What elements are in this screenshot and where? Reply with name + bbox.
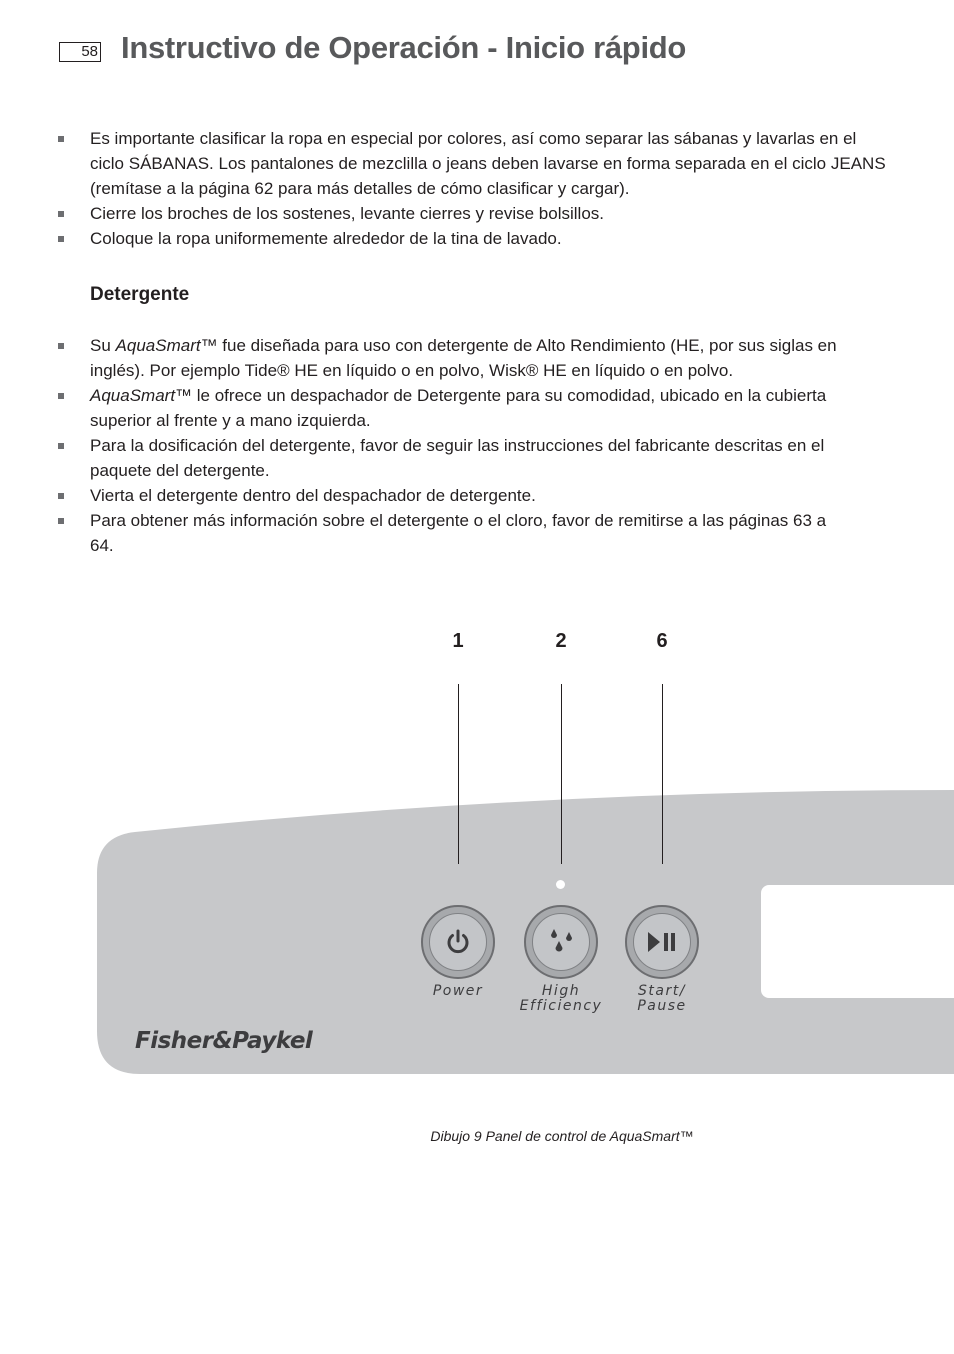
high-efficiency-label: High Efficiency xyxy=(519,983,603,1014)
callout-number: 6 xyxy=(656,630,668,652)
figure-caption: Dibujo 9 Panel de control de AquaSmart™ xyxy=(430,1128,694,1144)
callout-leader-line xyxy=(458,684,459,864)
list-item: Coloque la ropa uniformemente alrededor de la tina de lavado. xyxy=(0,226,890,251)
callout-leader-line xyxy=(561,684,562,864)
power-icon xyxy=(443,927,473,957)
start-pause-label: Start/ Pause xyxy=(637,983,687,1014)
water-drops-icon xyxy=(545,926,577,958)
callout-number: 1 xyxy=(452,630,464,652)
callout-leader-line xyxy=(662,684,663,864)
brand-name: AquaSmart™ xyxy=(115,336,218,355)
brand-name: AquaSmart™ xyxy=(90,386,193,405)
power-button[interactable] xyxy=(421,905,495,979)
fisher-paykel-logo: Fisher&Paykel xyxy=(135,1028,313,1054)
bullet-square-icon xyxy=(58,518,64,524)
list-item: Es importante clasificar la ropa en especial por colores, así como separar las sábanas y lavarlas en el ciclo SÁBANAS. Los pantalones de mezclilla o jeans deben lavarse en forma separada en el ciclo JEANS (remítase a la página 62 para más detalles de cómo clasificar y cargar). xyxy=(0,126,890,201)
bullet-square-icon xyxy=(58,393,64,399)
list-item: AquaSmart™ le ofrece un despachador de Detergente para su comodidad, ubicado en la cubierta superior al frente y a mano izquierda. xyxy=(0,383,890,433)
bullet-square-icon xyxy=(58,443,64,449)
detergent-heading: Detergente xyxy=(90,284,190,305)
bullet-square-icon xyxy=(58,211,64,217)
power-label: Power xyxy=(432,983,484,999)
list-item: Vierta el detergente dentro del despachador de detergente. xyxy=(0,483,890,508)
list-item: Para obtener más información sobre el detergente o el cloro, favor de remitirse a las páginas 63 a 64. xyxy=(0,508,890,558)
detergent-list xyxy=(0,333,890,558)
bullet-square-icon xyxy=(58,236,64,242)
start-pause-button[interactable] xyxy=(625,905,699,979)
page-title: Instructivo de Operación - Inicio rápido xyxy=(121,30,687,65)
high-efficiency-button[interactable] xyxy=(524,905,598,979)
page-number: 58 xyxy=(59,42,101,62)
callout-number: 2 xyxy=(555,630,567,652)
display-window xyxy=(761,885,954,998)
high-efficiency-indicator-light xyxy=(556,880,565,889)
control-panel-drawing xyxy=(0,630,954,1090)
play-pause-icon xyxy=(646,930,678,954)
bullet-square-icon xyxy=(58,493,64,499)
list-item: Cierre los broches de los sostenes, levante cierres y revise bolsillos. xyxy=(0,201,890,226)
list-item: Su AquaSmart™ fue diseñada para uso con detergente de Alto Rendimiento (HE, por sus siglas en inglés). Por ejemplo Tide® HE en líquido o en polvo, Wisk® HE en líquido o en polvo. xyxy=(0,333,890,383)
bullet-square-icon xyxy=(58,136,64,142)
bullet-square-icon xyxy=(58,343,64,349)
sorting-tips-list xyxy=(0,126,890,251)
list-item: Para la dosificación del detergente, favor de seguir las instrucciones del fabricante descritas en el paquete del detergente. xyxy=(0,433,890,483)
